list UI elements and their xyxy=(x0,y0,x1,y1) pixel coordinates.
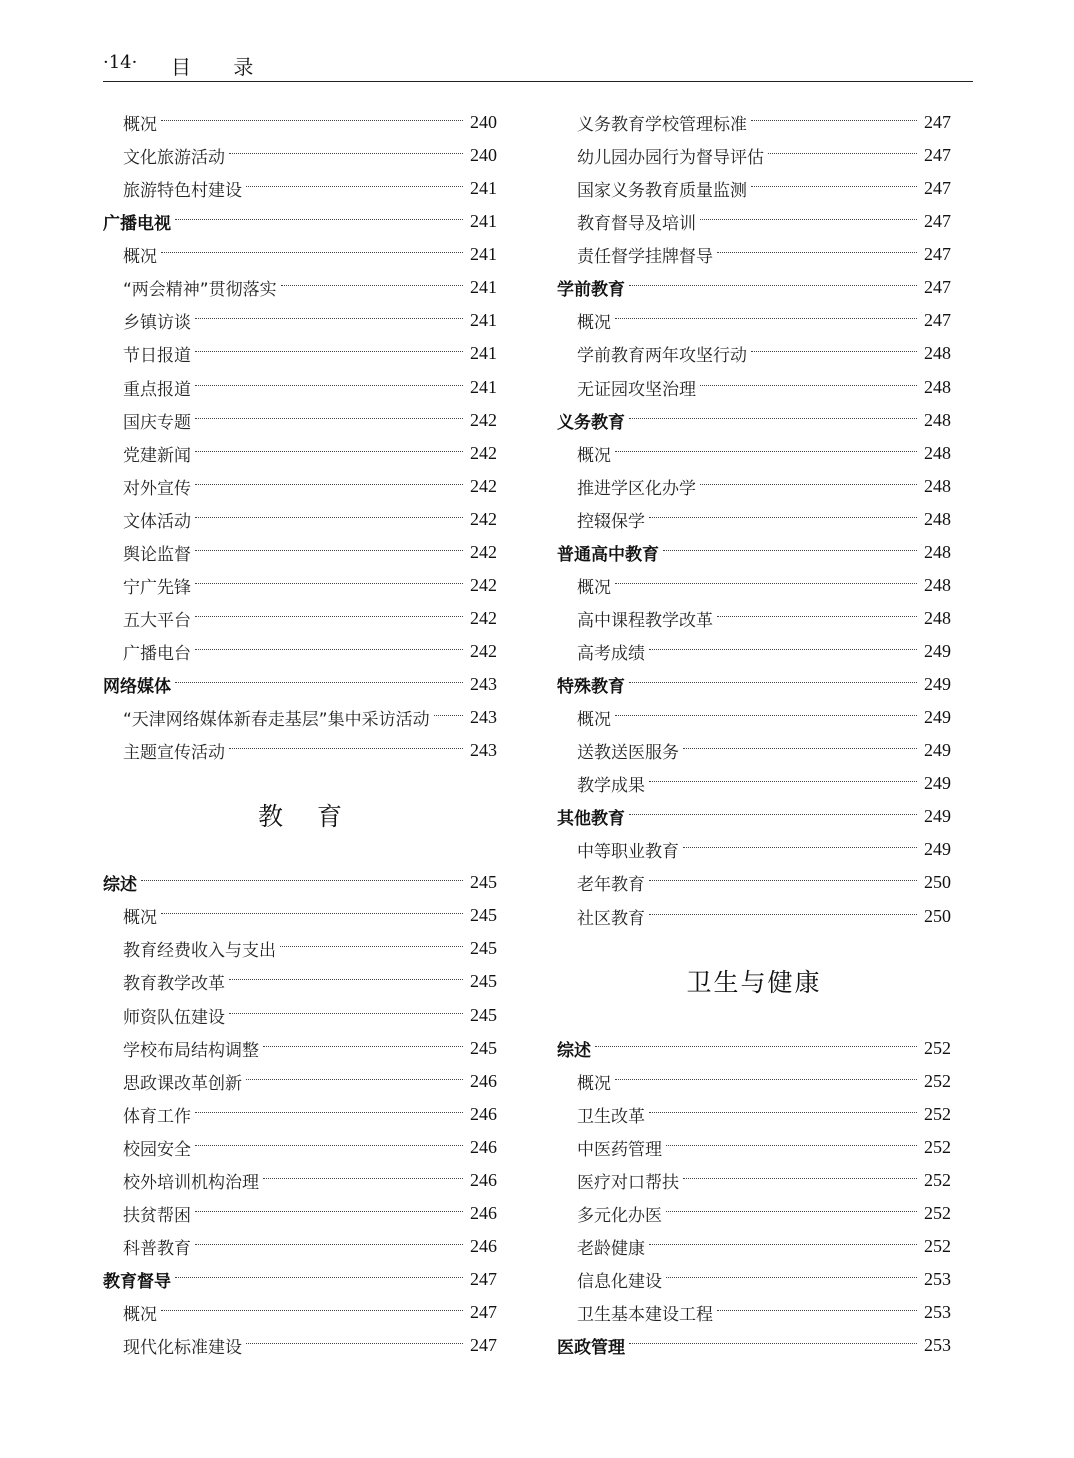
entry-title: 现代化标准建设 xyxy=(123,1338,242,1359)
toc-category-entry[interactable] xyxy=(557,668,951,701)
toc-column-right xyxy=(557,106,951,1362)
dot-leader xyxy=(229,1013,463,1014)
toc-column-left xyxy=(103,106,497,1362)
entry-title: 多元化办医 xyxy=(577,1205,662,1226)
toc-category-entry[interactable] xyxy=(103,866,497,899)
entry-title: 广播电视 xyxy=(103,214,171,235)
dot-leader xyxy=(683,1178,917,1179)
toc-entry[interactable] xyxy=(557,734,951,767)
toc-entry[interactable] xyxy=(103,437,497,470)
dot-leader xyxy=(649,1244,917,1245)
entry-page-number: 246 xyxy=(470,1103,497,1124)
dot-leader xyxy=(649,914,917,915)
dot-leader xyxy=(751,120,917,121)
dot-leader xyxy=(666,1145,917,1146)
dot-leader xyxy=(683,748,917,749)
dot-leader xyxy=(246,186,463,187)
entry-title: 重点报道 xyxy=(123,379,191,400)
entry-title: 综述 xyxy=(103,875,137,896)
entry-page-number: 250 xyxy=(924,905,951,926)
entry-page-number: 246 xyxy=(470,1070,497,1091)
dot-leader xyxy=(280,946,463,947)
dot-leader xyxy=(229,748,463,749)
toc-entry[interactable] xyxy=(103,1329,497,1362)
entry-page-number: 249 xyxy=(924,674,951,695)
dot-leader xyxy=(615,451,917,452)
entry-page-number: 249 xyxy=(924,641,951,662)
toc-entry[interactable] xyxy=(557,1065,951,1098)
entry-title: 学前教育两年攻坚行动 xyxy=(577,346,747,367)
entry-page-number: 246 xyxy=(470,1169,497,1190)
entry-page-number: 246 xyxy=(470,1136,497,1157)
entry-page-number: 242 xyxy=(470,541,497,562)
entry-page-number: 247 xyxy=(924,112,951,133)
dot-leader xyxy=(263,1178,463,1179)
entry-page-number: 249 xyxy=(924,806,951,827)
dot-leader xyxy=(229,979,463,980)
entry-title: “两会精神”贯彻落实 xyxy=(123,280,277,301)
entry-page-number: 245 xyxy=(470,1037,497,1058)
dot-leader xyxy=(161,252,463,253)
entry-page-number: 248 xyxy=(924,442,951,463)
entry-title: 文体活动 xyxy=(123,511,191,532)
toc-category-entry[interactable] xyxy=(557,800,951,833)
entry-page-number: 241 xyxy=(470,178,497,199)
entry-page-number: 242 xyxy=(470,574,497,595)
entry-title: 卫生改革 xyxy=(577,1106,645,1127)
entry-title: 卫生基本建设工程 xyxy=(577,1305,713,1326)
toc-entry[interactable] xyxy=(557,1263,951,1296)
dot-leader xyxy=(649,880,917,881)
section-heading: 教育 xyxy=(257,802,376,832)
dot-leader xyxy=(161,120,463,121)
toc-entry[interactable] xyxy=(557,437,951,470)
toc-entry[interactable] xyxy=(557,139,951,172)
dot-leader xyxy=(666,1277,917,1278)
entry-title: 控辍保学 xyxy=(577,511,645,532)
entry-page-number: 248 xyxy=(924,541,951,562)
entry-title: 高考成绩 xyxy=(577,644,645,665)
entry-title: 概况 xyxy=(577,313,611,334)
toc-entry[interactable] xyxy=(557,503,951,536)
dot-leader xyxy=(629,418,917,419)
entry-page-number: 247 xyxy=(470,1269,497,1290)
entry-page-number: 241 xyxy=(470,376,497,397)
toc-entry[interactable] xyxy=(103,304,497,337)
entry-title: 校外培训机构治理 xyxy=(123,1172,259,1193)
entry-title: 国家义务教育质量监测 xyxy=(577,181,747,202)
toc-entry[interactable] xyxy=(557,337,951,370)
entry-title: 医政管理 xyxy=(557,1338,625,1359)
entry-page-number: 245 xyxy=(470,938,497,959)
dot-leader xyxy=(751,351,917,352)
entry-page-number: 243 xyxy=(470,707,497,728)
toc-entry[interactable] xyxy=(557,205,951,238)
toc-entry[interactable] xyxy=(557,767,951,800)
dot-leader xyxy=(195,616,463,617)
dot-leader xyxy=(246,1079,463,1080)
dot-leader xyxy=(195,1145,463,1146)
entry-page-number: 247 xyxy=(924,145,951,166)
toc-category-entry[interactable] xyxy=(557,1329,951,1362)
toc-entry[interactable] xyxy=(103,1197,497,1230)
header-rule xyxy=(103,81,973,82)
entry-title: 主题宣传活动 xyxy=(123,743,225,764)
toc-entry[interactable] xyxy=(557,900,951,933)
toc-entry[interactable] xyxy=(557,304,951,337)
entry-page-number: 253 xyxy=(924,1335,951,1356)
entry-page-number: 248 xyxy=(924,607,951,628)
entry-page-number: 242 xyxy=(470,641,497,662)
entry-page-number: 240 xyxy=(470,145,497,166)
entry-title: 普通高中教育 xyxy=(557,544,659,565)
toc-entry[interactable] xyxy=(557,106,951,139)
entry-title: 师资队伍建设 xyxy=(123,1007,225,1028)
toc-entry[interactable] xyxy=(557,569,951,602)
entry-page-number: 247 xyxy=(924,211,951,232)
entry-page-number: 241 xyxy=(470,310,497,331)
entry-title: 科普教育 xyxy=(123,1238,191,1259)
entry-title: 高中课程教学改革 xyxy=(577,610,713,631)
dot-leader xyxy=(615,1079,917,1080)
entry-page-number: 249 xyxy=(924,707,951,728)
dot-leader xyxy=(663,550,917,551)
entry-title: 义务教育学校管理标准 xyxy=(577,115,747,136)
entry-title: 概况 xyxy=(577,577,611,598)
toc-entry[interactable] xyxy=(557,470,951,503)
dot-leader xyxy=(629,285,917,286)
toc-entry[interactable] xyxy=(103,271,497,304)
entry-page-number: 242 xyxy=(470,475,497,496)
toc-entry[interactable] xyxy=(103,536,497,569)
entry-title: 网络媒体 xyxy=(103,677,171,698)
page-header xyxy=(103,50,973,82)
dot-leader xyxy=(751,186,917,187)
entry-title: 概况 xyxy=(577,445,611,466)
entry-page-number: 248 xyxy=(924,376,951,397)
entry-title: 文化旅游活动 xyxy=(123,148,225,169)
entry-title: 教育经费收入与支出 xyxy=(123,941,276,962)
entry-page-number: 249 xyxy=(924,773,951,794)
dot-leader xyxy=(615,318,917,319)
toc-category-entry[interactable] xyxy=(557,536,951,569)
toc-entry[interactable] xyxy=(557,833,951,866)
entry-page-number: 247 xyxy=(924,244,951,265)
entry-page-number: 245 xyxy=(470,1004,497,1025)
dot-leader xyxy=(246,1343,463,1344)
entry-page-number: 243 xyxy=(470,740,497,761)
entry-page-number: 240 xyxy=(470,112,497,133)
entry-title: 体育工作 xyxy=(123,1106,191,1127)
toc-entry[interactable] xyxy=(557,701,951,734)
entry-title: 义务教育 xyxy=(557,412,625,433)
toc-entry[interactable] xyxy=(103,1131,497,1164)
entry-title: 旅游特色村建设 xyxy=(123,181,242,202)
dot-leader xyxy=(161,1310,463,1311)
dot-leader xyxy=(700,219,917,220)
toc-category-entry[interactable] xyxy=(557,404,951,437)
entry-title: 信息化建设 xyxy=(577,1272,662,1293)
dot-leader xyxy=(195,649,463,650)
entry-page-number: 242 xyxy=(470,442,497,463)
dot-leader xyxy=(281,285,463,286)
entry-title: 党建新闻 xyxy=(123,445,191,466)
entry-page-number: 243 xyxy=(470,674,497,695)
dot-leader xyxy=(629,682,917,683)
entry-page-number: 245 xyxy=(470,971,497,992)
entry-page-number: 241 xyxy=(470,211,497,232)
entry-title: 老龄健康 xyxy=(577,1238,645,1259)
dot-leader xyxy=(195,318,463,319)
toc-entry[interactable] xyxy=(103,337,497,370)
entry-page-number: 241 xyxy=(470,244,497,265)
entry-title: “天津网络媒体新春走基层”集中采访活动 xyxy=(123,710,430,731)
dot-leader xyxy=(195,385,463,386)
entry-title: 无证园攻坚治理 xyxy=(577,379,696,400)
entry-page-number: 248 xyxy=(924,343,951,364)
dot-leader xyxy=(195,517,463,518)
entry-page-number: 242 xyxy=(470,607,497,628)
dot-leader xyxy=(195,351,463,352)
toc-entry[interactable] xyxy=(103,999,497,1032)
entry-page-number: 252 xyxy=(924,1103,951,1124)
running-title: 目 录 xyxy=(171,55,272,79)
entry-title: 教育教学改革 xyxy=(123,974,225,995)
entry-page-number: 252 xyxy=(924,1169,951,1190)
entry-title: 幼儿园办园行为督导评估 xyxy=(577,148,764,169)
toc-entry[interactable] xyxy=(557,866,951,899)
dot-leader xyxy=(649,649,917,650)
toc-entry[interactable] xyxy=(103,1230,497,1263)
toc-entry[interactable] xyxy=(557,371,951,404)
toc-entry[interactable] xyxy=(557,1296,951,1329)
entry-title: 乡镇访谈 xyxy=(123,313,191,334)
toc-entry[interactable] xyxy=(103,404,497,437)
dot-leader xyxy=(595,1046,917,1047)
dot-leader xyxy=(717,616,917,617)
toc-entry[interactable] xyxy=(103,635,497,668)
entry-page-number: 247 xyxy=(470,1302,497,1323)
entry-page-number: 249 xyxy=(924,740,951,761)
toc-entry[interactable] xyxy=(103,238,497,271)
toc-entry[interactable] xyxy=(103,139,497,172)
entry-page-number: 242 xyxy=(470,409,497,430)
dot-leader xyxy=(683,847,917,848)
toc-entry[interactable] xyxy=(103,899,497,932)
dot-leader xyxy=(615,715,917,716)
entry-title: 五大平台 xyxy=(123,610,191,631)
dot-leader xyxy=(195,418,463,419)
toc-entry[interactable] xyxy=(557,602,951,635)
dot-leader xyxy=(263,1046,463,1047)
dot-leader xyxy=(717,1310,917,1311)
entry-page-number: 248 xyxy=(924,409,951,430)
toc-entry[interactable] xyxy=(103,470,497,503)
entry-title: 学校布局结构调整 xyxy=(123,1040,259,1061)
entry-title: 教育督导及培训 xyxy=(577,214,696,235)
entry-page-number: 247 xyxy=(924,178,951,199)
dot-leader xyxy=(195,1244,463,1245)
entry-page-number: 249 xyxy=(924,839,951,860)
entry-title: 概况 xyxy=(577,1073,611,1094)
toc-entry[interactable] xyxy=(557,1164,951,1197)
dot-leader xyxy=(629,814,917,815)
toc-entry[interactable] xyxy=(103,1065,497,1098)
entry-page-number: 245 xyxy=(470,905,497,926)
dot-leader xyxy=(649,781,917,782)
dot-leader xyxy=(195,1112,463,1113)
entry-page-number: 252 xyxy=(924,1037,951,1058)
entry-page-number: 245 xyxy=(470,872,497,893)
dot-leader xyxy=(195,583,463,584)
dot-leader xyxy=(229,153,463,154)
dot-leader xyxy=(434,715,463,716)
entry-title: 医疗对口帮扶 xyxy=(577,1172,679,1193)
toc-entry[interactable] xyxy=(557,1230,951,1263)
entry-title: 特殊教育 xyxy=(557,677,625,698)
toc-category-entry[interactable] xyxy=(557,271,951,304)
entry-title: 概况 xyxy=(577,710,611,731)
entry-title: 教学成果 xyxy=(577,776,645,797)
entry-title: 舆论监督 xyxy=(123,544,191,565)
toc-entry[interactable] xyxy=(103,172,497,205)
dot-leader xyxy=(629,1343,917,1344)
entry-title: 老年教育 xyxy=(577,875,645,896)
entry-page-number: 242 xyxy=(470,508,497,529)
dot-leader xyxy=(175,682,463,683)
entry-title: 综述 xyxy=(557,1040,591,1061)
page-number: ·14· xyxy=(103,52,138,73)
section-heading: 卫生与健康 xyxy=(686,967,822,997)
dot-leader xyxy=(175,219,463,220)
entry-title: 教育督导 xyxy=(103,1272,171,1293)
toc-entry[interactable] xyxy=(103,734,497,767)
dot-leader xyxy=(649,517,917,518)
entry-title: 概况 xyxy=(123,115,157,136)
dot-leader xyxy=(700,484,917,485)
dot-leader xyxy=(768,153,917,154)
dot-leader xyxy=(615,583,917,584)
toc-entry[interactable] xyxy=(557,1197,951,1230)
toc-entry[interactable] xyxy=(103,503,497,536)
entry-page-number: 248 xyxy=(924,574,951,595)
dot-leader xyxy=(195,451,463,452)
toc-entry[interactable] xyxy=(103,602,497,635)
toc-entry[interactable] xyxy=(103,569,497,602)
toc-entry[interactable] xyxy=(557,635,951,668)
entry-title: 扶贫帮困 xyxy=(123,1205,191,1226)
toc-category-entry[interactable] xyxy=(103,205,497,238)
entry-title: 社区教育 xyxy=(577,908,645,929)
toc-entry[interactable] xyxy=(557,172,951,205)
dot-leader xyxy=(195,1211,463,1212)
dot-leader xyxy=(717,252,917,253)
entry-page-number: 246 xyxy=(470,1235,497,1256)
entry-title: 宁广先锋 xyxy=(123,577,191,598)
dot-leader xyxy=(141,880,463,881)
entry-title: 概况 xyxy=(123,908,157,929)
entry-title: 广播电台 xyxy=(123,644,191,665)
entry-title: 节日报道 xyxy=(123,346,191,367)
entry-page-number: 252 xyxy=(924,1202,951,1223)
entry-page-number: 252 xyxy=(924,1136,951,1157)
dot-leader xyxy=(195,484,463,485)
entry-title: 中医药管理 xyxy=(577,1139,662,1160)
entry-page-number: 248 xyxy=(924,475,951,496)
entry-page-number: 247 xyxy=(924,310,951,331)
toc-entry[interactable] xyxy=(103,371,497,404)
entry-title: 责任督学挂牌督导 xyxy=(577,247,713,268)
entry-title: 概况 xyxy=(123,1305,157,1326)
entry-page-number: 247 xyxy=(470,1335,497,1356)
entry-page-number: 252 xyxy=(924,1070,951,1091)
toc-entry[interactable] xyxy=(103,1296,497,1329)
toc-entry[interactable] xyxy=(103,1098,497,1131)
dot-leader xyxy=(195,550,463,551)
toc-entry[interactable] xyxy=(557,238,951,271)
toc-category-entry[interactable] xyxy=(103,1263,497,1296)
toc-entry[interactable] xyxy=(103,932,497,965)
entry-page-number: 248 xyxy=(924,508,951,529)
entry-page-number: 250 xyxy=(924,872,951,893)
entry-title: 其他教育 xyxy=(557,809,625,830)
entry-title: 推进学区化办学 xyxy=(577,478,696,499)
entry-title: 校园安全 xyxy=(123,1139,191,1160)
toc-entry[interactable] xyxy=(103,965,497,998)
toc-entry[interactable] xyxy=(103,701,497,734)
dot-leader xyxy=(161,913,463,914)
entry-page-number: 252 xyxy=(924,1235,951,1256)
entry-page-number: 241 xyxy=(470,277,497,298)
entry-title: 学前教育 xyxy=(557,280,625,301)
entry-title: 思政课改革创新 xyxy=(123,1073,242,1094)
entry-title: 对外宣传 xyxy=(123,478,191,499)
entry-title: 国庆专题 xyxy=(123,412,191,433)
entry-title: 送教送医服务 xyxy=(577,743,679,764)
dot-leader xyxy=(649,1112,917,1113)
toc-category-entry[interactable] xyxy=(103,668,497,701)
entry-page-number: 241 xyxy=(470,343,497,364)
toc-entry[interactable] xyxy=(557,1098,951,1131)
entry-page-number: 253 xyxy=(924,1269,951,1290)
dot-leader xyxy=(666,1211,917,1212)
toc-entry[interactable] xyxy=(103,1164,497,1197)
entry-page-number: 253 xyxy=(924,1302,951,1323)
entry-title: 概况 xyxy=(123,247,157,268)
toc-category-entry[interactable] xyxy=(557,1032,951,1065)
entry-page-number: 247 xyxy=(924,277,951,298)
toc-entry[interactable] xyxy=(103,106,497,139)
toc-entry[interactable] xyxy=(557,1131,951,1164)
toc-entry[interactable] xyxy=(103,1032,497,1065)
entry-title: 中等职业教育 xyxy=(577,842,679,863)
dot-leader xyxy=(700,385,917,386)
entry-page-number: 246 xyxy=(470,1202,497,1223)
dot-leader xyxy=(175,1277,463,1278)
